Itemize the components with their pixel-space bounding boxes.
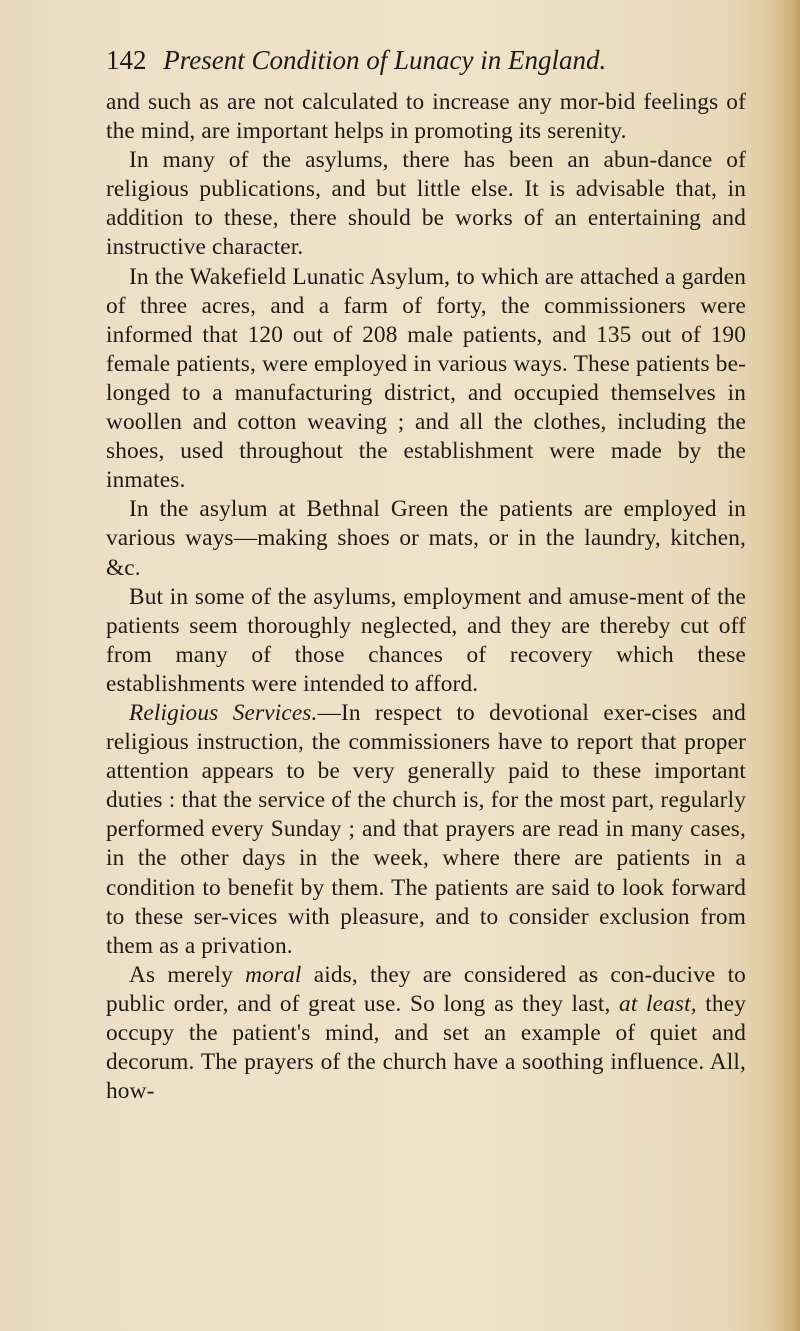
moral-aids-text-start: As merely	[129, 961, 246, 988]
body-text	[106, 88, 746, 1106]
paragraph-bethnal-green: In the asylum at Bethnal Green the patients are employed in various ways—making shoes or mats, or in the laundry, kitchen, &c.	[106, 496, 746, 581]
running-title: Present Condition of Lunacy in England.	[163, 45, 607, 75]
religious-services-text: —In respect to devotional exer-cises and religious instruction, the commissioners have to report that proper attention appears to be very generally paid to these important duties : that the service of the church is, for the most part, regularly performed every Sunday ; and that prayers are read in many cases, in the other days in the week, where there are patients in a condition to benefit by them. The patients are said to look forward to these ser-vices with pleasure, and to consider exclusion from them as a privation.	[106, 699, 746, 959]
page-edge-shading	[770, 0, 800, 1331]
moral-aids-text-end: they occupy the patient's mind, and set an example of quiet and decorum. The prayers of the church have a soothing influence. All, how-	[106, 990, 746, 1105]
paragraph-neglected-employment: But in some of the asylums, employment and amuse-ment of the patients seem thoroughly neglected, and they are thereby cut off from many of those chances of recovery which these establishments were intended to afford.	[106, 583, 746, 697]
section-heading-religious-services: Religious Services.	[129, 699, 318, 726]
emphasis-moral: moral	[245, 961, 302, 988]
running-header	[106, 44, 746, 76]
paragraph-moral-aids	[106, 961, 746, 1106]
paragraph-continuation: and such as are not calculated to increase any mor-bid feelings of the mind, are important helps in promoting its serenity.	[106, 89, 746, 145]
paragraph-religious-publications: In many of the asylums, there has been an abun-dance of religious publications, and but little else. It is advisable that, in addition to these, there should be works of an entertaining and instructive character.	[106, 147, 746, 261]
paragraph-religious-services	[106, 699, 746, 961]
emphasis-at-least: at least,	[619, 990, 697, 1017]
paragraph-wakefield-asylum: In the Wakefield Lunatic Asylum, to which are attached a garden of three acres, and a farm of forty, the commissioners were informed that 120 out of 208 male patients, and 135 out of 190 female patients, were employed in various ways. These patients be-longed to a manufacturing district, and occupied themselves in woollen and cotton weaving ; and all the clothes, including the shoes, used throughout the establishment were made by the inmates.	[106, 263, 746, 494]
moral-aids-text-middle: aids, they are considered as con-ducive to public order, and of great use. So long as they last,	[106, 961, 746, 1017]
page-number: 142	[106, 45, 147, 75]
